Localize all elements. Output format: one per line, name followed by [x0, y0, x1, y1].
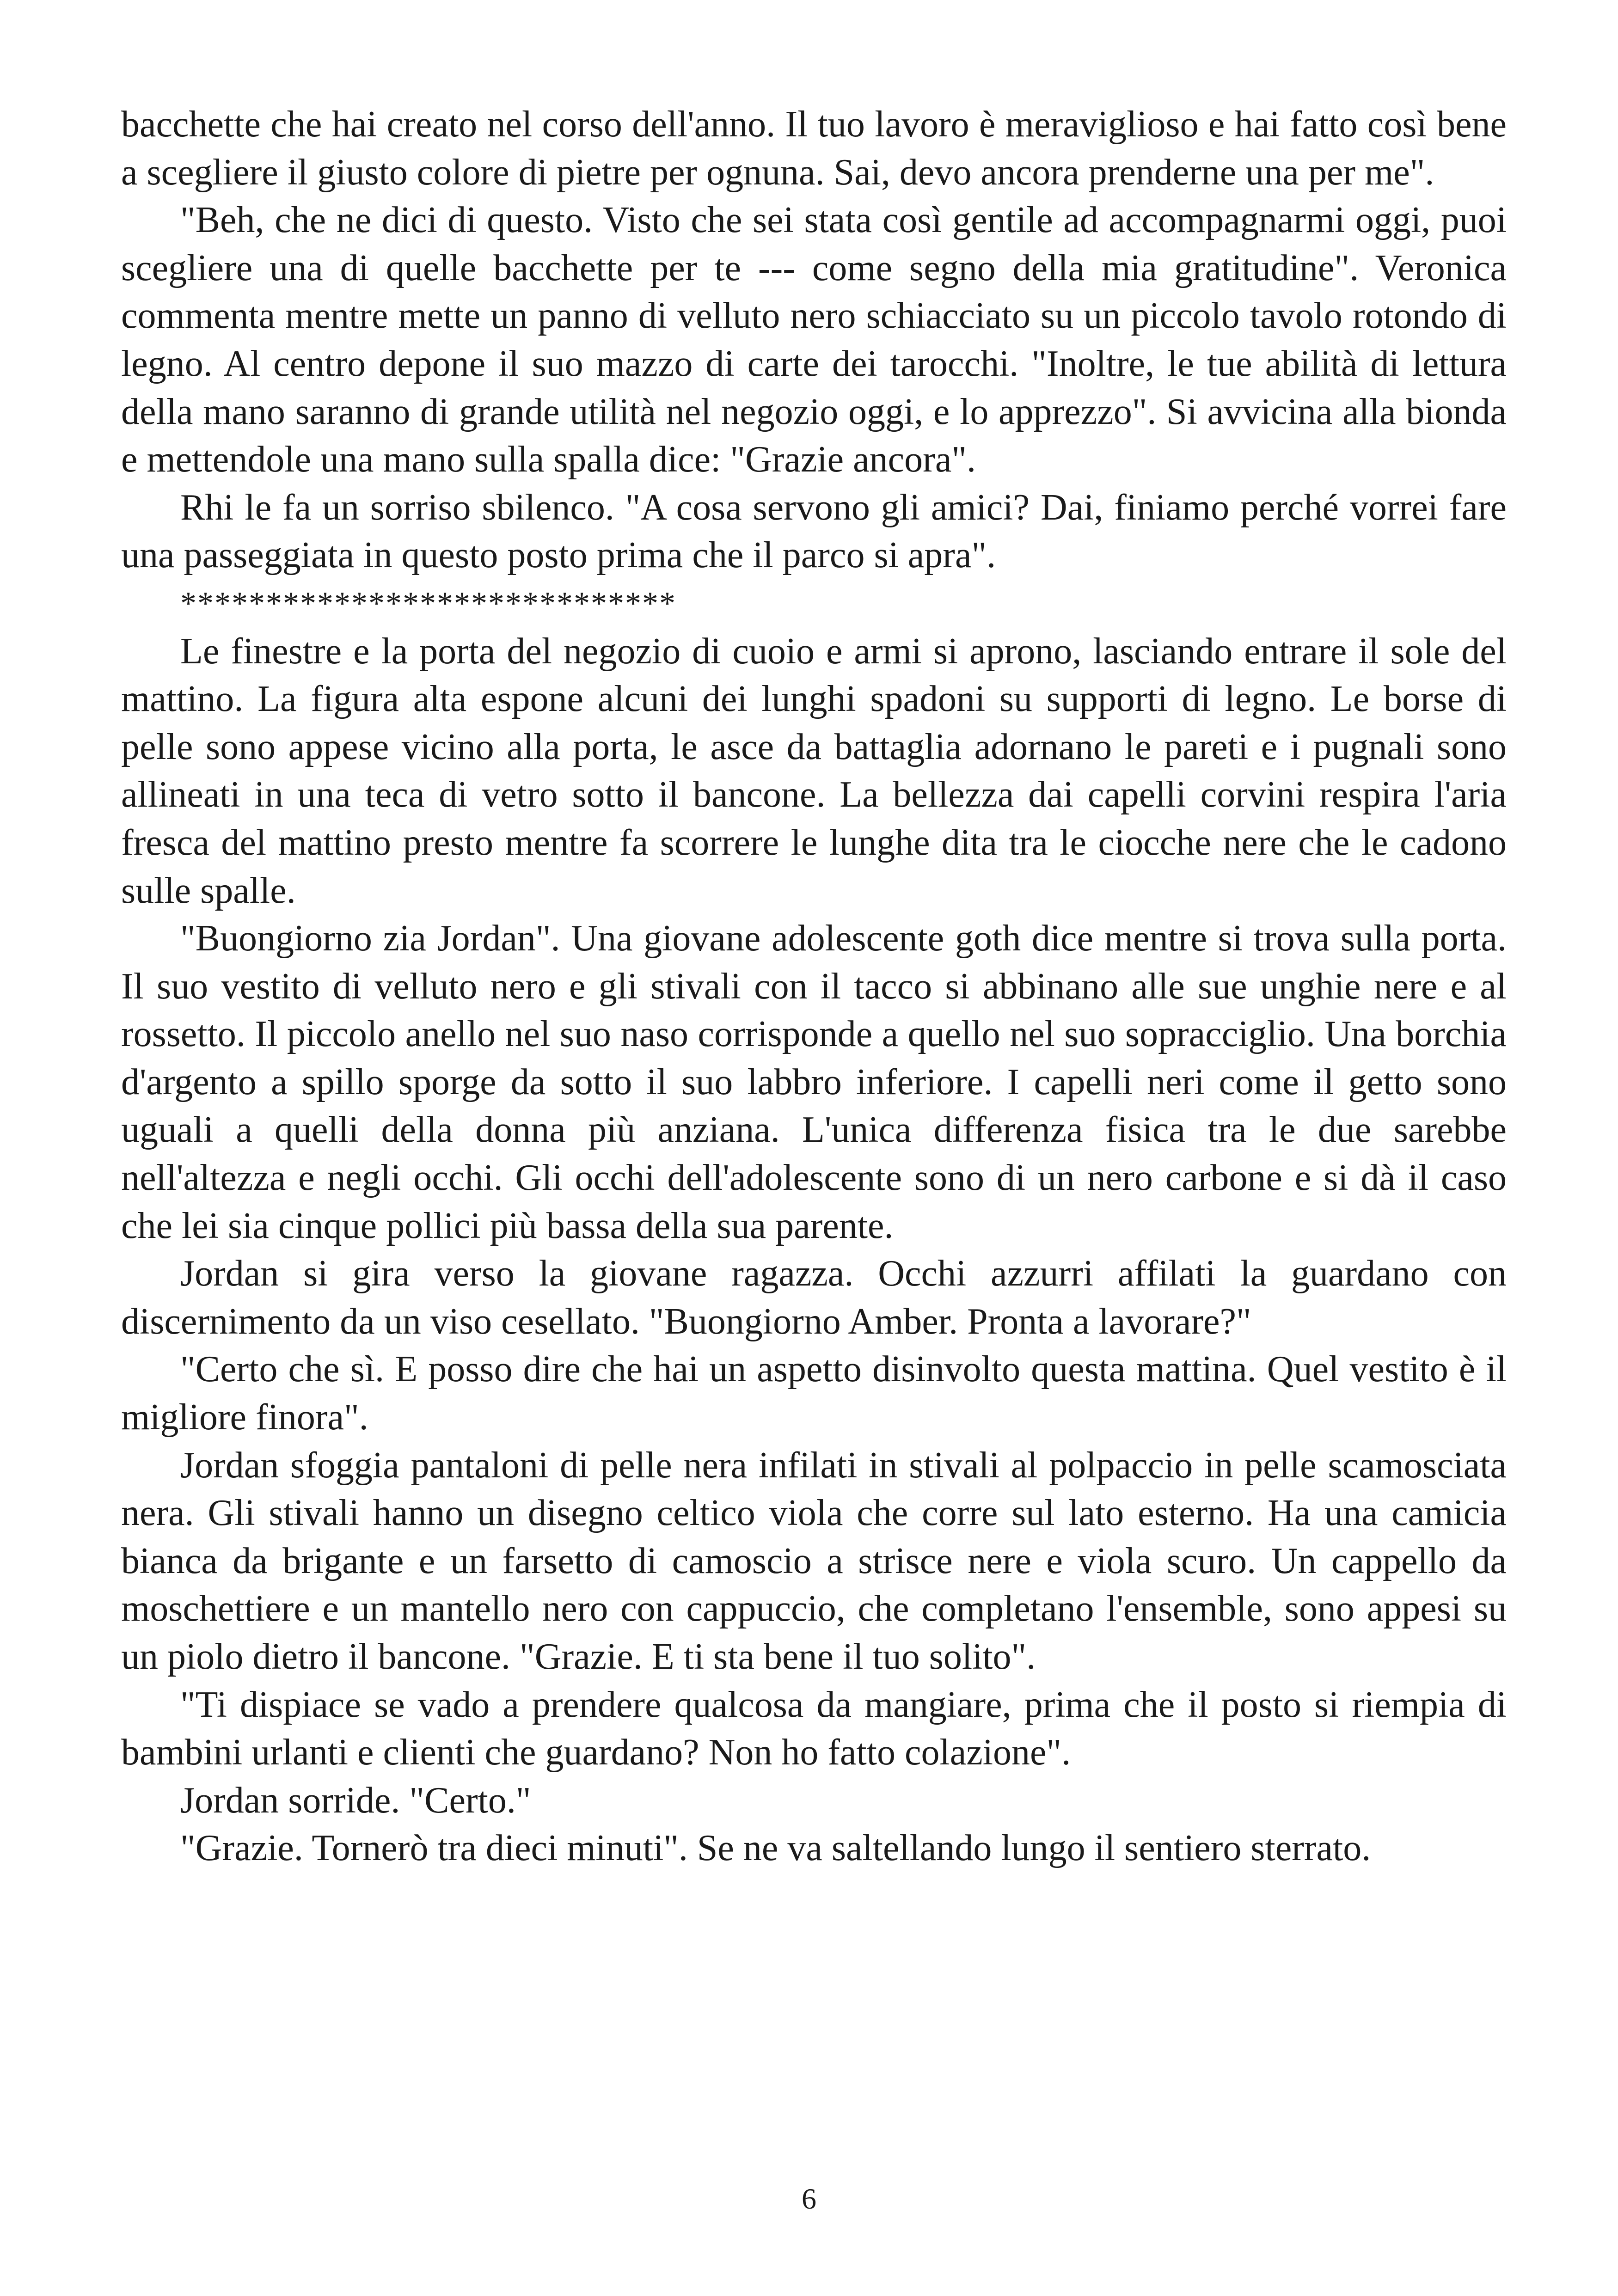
paragraph: "Grazie. Tornerò tra dieci minuti". Se ne va saltellando lungo il sentiero sterrato. [180, 1828, 1371, 1869]
paragraph: Rhi le fa un sorriso sbilenco. "A cosa servono gli amici? Dai, finiamo perché vorrei fare una passeggiata in questo posto prima che il parco si apra". [121, 487, 1507, 576]
paragraph: "Ti dispiace se vado a prendere qualcosa da mangiare, prima che il posto si riempia di bambini urlanti e clienti che guardano? Non ho fatto colazione". [121, 1684, 1507, 1773]
section-separator: ***************************** [180, 585, 676, 621]
paragraph: Jordan sorride. "Certo." [180, 1780, 531, 1821]
paragraph: "Beh, che ne dici di questo. Visto che sei stata così gentile ad accompagnarmi oggi, puoi scegliere una di quelle bacchette per te --- come segno della mia gratitudine". Veronica commenta mentre mette un panno di velluto nero schiacciato su un piccolo tavolo rotondo di legno. Al centro depone il suo mazzo di carte dei tarocchi. "Inoltre, le tue abilità di lettura della mano saranno di grande utilità nel negozio oggi, e lo apprezzo". Si avvicina alla bionda e mettendole una mano sulla spalla dice: "Grazie ancora". [121, 200, 1507, 480]
page-number: 6 [802, 2182, 816, 2215]
body-text [121, 101, 1507, 1873]
paragraph: "Buongiorno zia Jordan". Una giovane adolescente goth dice mentre si trova sulla porta. Il suo vestito di velluto nero e gli stivali con il tacco si abbinano alle sue unghie nere e al rossetto. Il piccolo anello nel suo naso corrisponde a quello nel suo sopracciglio. Una borchia d'argento a spillo sporge da sotto il suo labbro inferiore. I capelli neri come il getto sono uguali a quelli della donna più anziana. L'unica differenza fisica tra le due sarebbe nell'altezza e negli occhi. Gli occhi dell'adolescente sono di un nero carbone e si dà il caso che lei sia cinque pollici più bassa della sua parente. [121, 918, 1507, 1246]
paragraph: Jordan sfoggia pantaloni di pelle nera infilati in stivali al polpaccio in pelle scamosciata nera. Gli stivali hanno un disegno celtico viola che corre sul lato esterno. Ha una camicia bianca da brigante e un farsetto di camoscio a strisce nere e viola scuro. Un cappello da moschettiere e un mantello nero con cappuccio, che completano l'ensemble, sono appesi su un piolo dietro il bancone. "Grazie. E ti sta bene il tuo solito". [121, 1445, 1507, 1677]
paragraph: Le finestre e la porta del negozio di cuoio e armi si aprono, lasciando entrare il sole del mattino. La figura alta espone alcuni dei lunghi spadoni su supporti di legno. Le borse di pelle sono appese vicino alla porta, le asce da battaglia adornano le pareti e i pugnali sono allineati in una teca di vetro sotto il bancone. La bellezza dai capelli corvini respira l'aria fresca del mattino presto mentre fa scorrere le lunghe dita tra le ciocche nere che le cadono sulle spalle. [121, 631, 1507, 911]
paragraph: Jordan si gira verso la giovane ragazza. Occhi azzurri affilati la guardano con discernimento da un viso cesellato. "Buongiorno Amber. Pronta a lavorare?" [121, 1253, 1507, 1342]
paragraph: "Certo che sì. E posso dire che hai un aspetto disinvolto questa mattina. Quel vestito è il migliore finora". [121, 1349, 1507, 1438]
paragraph: bacchette che hai creato nel corso dell'anno. Il tuo lavoro è meraviglioso e hai fatto così bene a scegliere il giusto colore di pietre per ognuna. Sai, devo ancora prenderne una per me". [121, 104, 1507, 193]
